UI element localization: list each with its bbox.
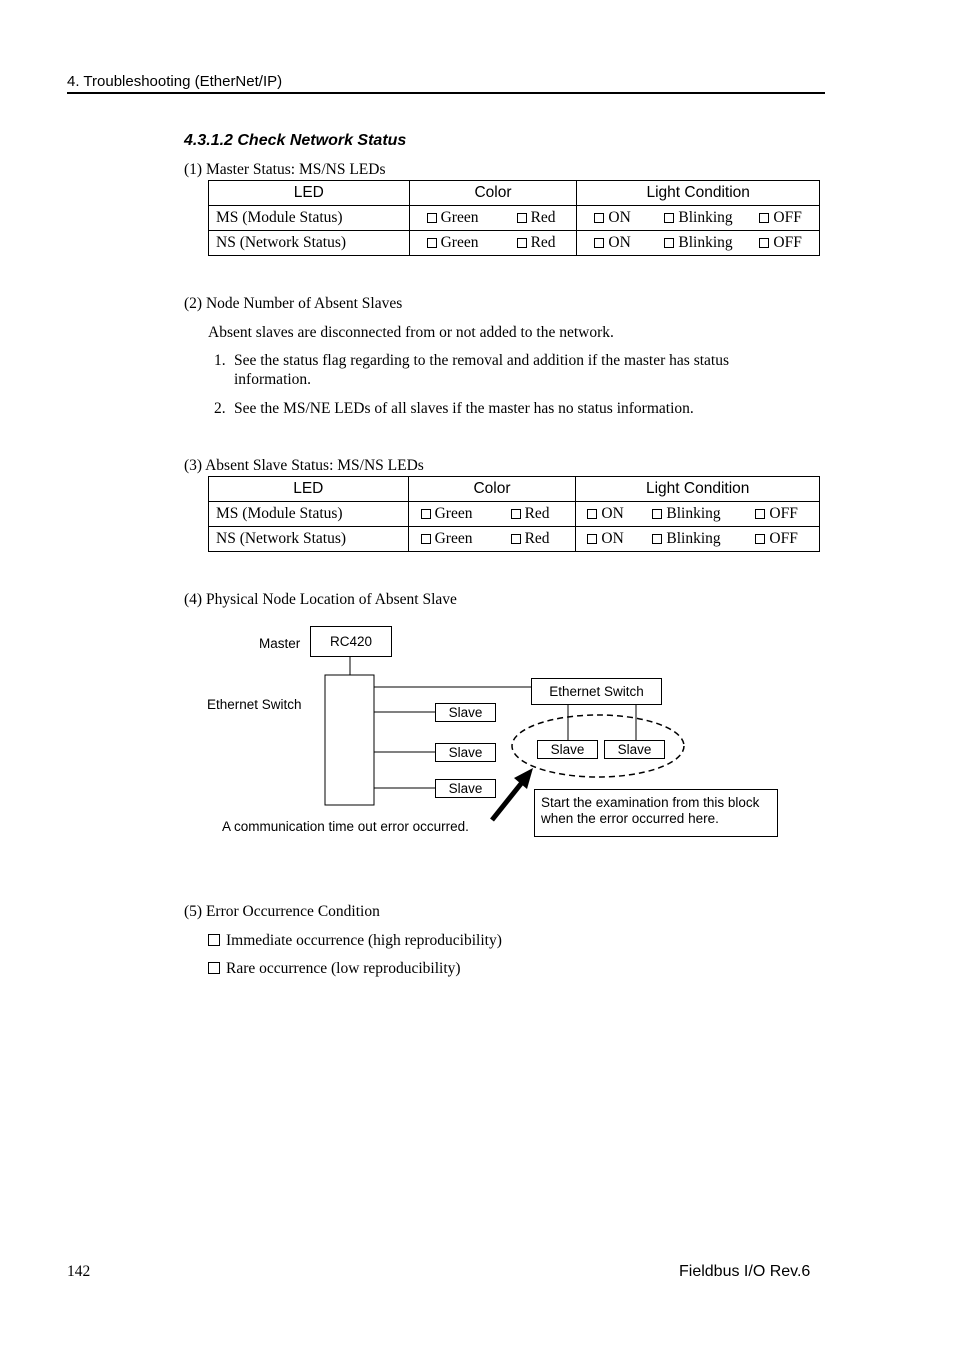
slave-node: Slave [435,703,496,722]
step-text: See the status flag regarding to the removal and addition if the master has status [234,352,730,369]
column-header-color: Color [409,181,577,206]
column-header-led: LED [209,477,409,502]
checkbox-blinking[interactable]: Blinking [664,234,759,252]
master-node-rc420: RC420 [310,626,392,657]
checkbox-red[interactable]: Red [517,234,556,252]
checkbox-green[interactable]: Green [427,234,517,252]
note-line: when the error occurred here. [541,811,719,826]
item2-heading: (2) Node Number of Absent Slaves [184,295,403,312]
led-name: MS (Module Status) [209,502,409,527]
running-header: 4. Troubleshooting (EtherNet/IP) [67,73,283,90]
column-header-light: Light Condition [577,181,820,206]
option-immediate-occurrence[interactable]: Immediate occurrence (high reproducibility) [208,932,502,950]
document-name: Fieldbus I/O Rev.6 [679,1263,811,1280]
checkbox-off[interactable]: OFF [759,234,801,252]
column-header-light: Light Condition [576,477,820,502]
ethernet-switch-body [325,675,374,805]
checkbox-icon [208,934,220,946]
checkbox-green[interactable]: Green [427,209,517,227]
checkbox-off[interactable]: OFF [755,505,797,523]
checkbox-blinking[interactable]: Blinking [664,209,759,227]
note-line: Start the examination from this block [541,795,760,810]
slave-node: Slave [435,779,496,798]
checkbox-on[interactable]: ON [594,209,664,227]
error-caption: A communication time out error occurred. [222,819,469,834]
checkbox-off[interactable]: OFF [755,530,797,548]
checkbox-green[interactable]: Green [421,530,511,548]
led-name: MS (Module Status) [209,206,410,231]
item4-heading: (4) Physical Node Location of Absent Slave [184,591,457,608]
section-title: 4.3.1.2 Check Network Status [184,132,407,149]
option-rare-occurrence[interactable]: Rare occurrence (low reproducibility) [208,960,461,978]
item2-intro: Absent slaves are disconnected from or not added to the network. [208,324,614,341]
arrow-icon [492,780,524,820]
item1-heading: (1) Master Status: MS/NS LEDs [184,161,386,178]
step-text: See the MS/NE LEDs of all slaves if the master has no status information. [234,400,694,417]
checkbox-off[interactable]: OFF [759,209,801,227]
slave-node: Slave [537,740,598,759]
checkbox-on[interactable]: ON [587,505,652,523]
master-label: Master [259,636,301,651]
checkbox-on[interactable]: ON [587,530,652,548]
step-number: 1. [214,352,226,369]
checkbox-green[interactable]: Green [421,505,511,523]
step-number: 2. [214,400,226,417]
item3-heading: (3) Absent Slave Status: MS/NS LEDs [184,457,424,474]
checkbox-red[interactable]: Red [517,209,556,227]
checkbox-on[interactable]: ON [594,234,664,252]
page-number: 142 [67,1263,91,1280]
column-header-color: Color [408,477,576,502]
checkbox-red[interactable]: Red [511,505,550,523]
checkbox-blinking[interactable]: Blinking [652,505,755,523]
led-name: NS (Network Status) [209,231,410,256]
examination-note [534,789,778,837]
checkbox-blinking[interactable]: Blinking [652,530,755,548]
step-text-continued: information. [234,371,312,388]
remote-ethernet-switch: Ethernet Switch [531,678,662,705]
checkbox-red[interactable]: Red [511,530,550,548]
ethernet-switch-label: Ethernet Switch [207,697,302,712]
column-header-led: LED [209,181,410,206]
checkbox-icon [208,962,220,974]
slave-node: Slave [435,743,496,762]
slave-node: Slave [604,740,665,759]
item5-heading: (5) Error Occurrence Condition [184,903,380,920]
led-name: NS (Network Status) [209,527,409,552]
